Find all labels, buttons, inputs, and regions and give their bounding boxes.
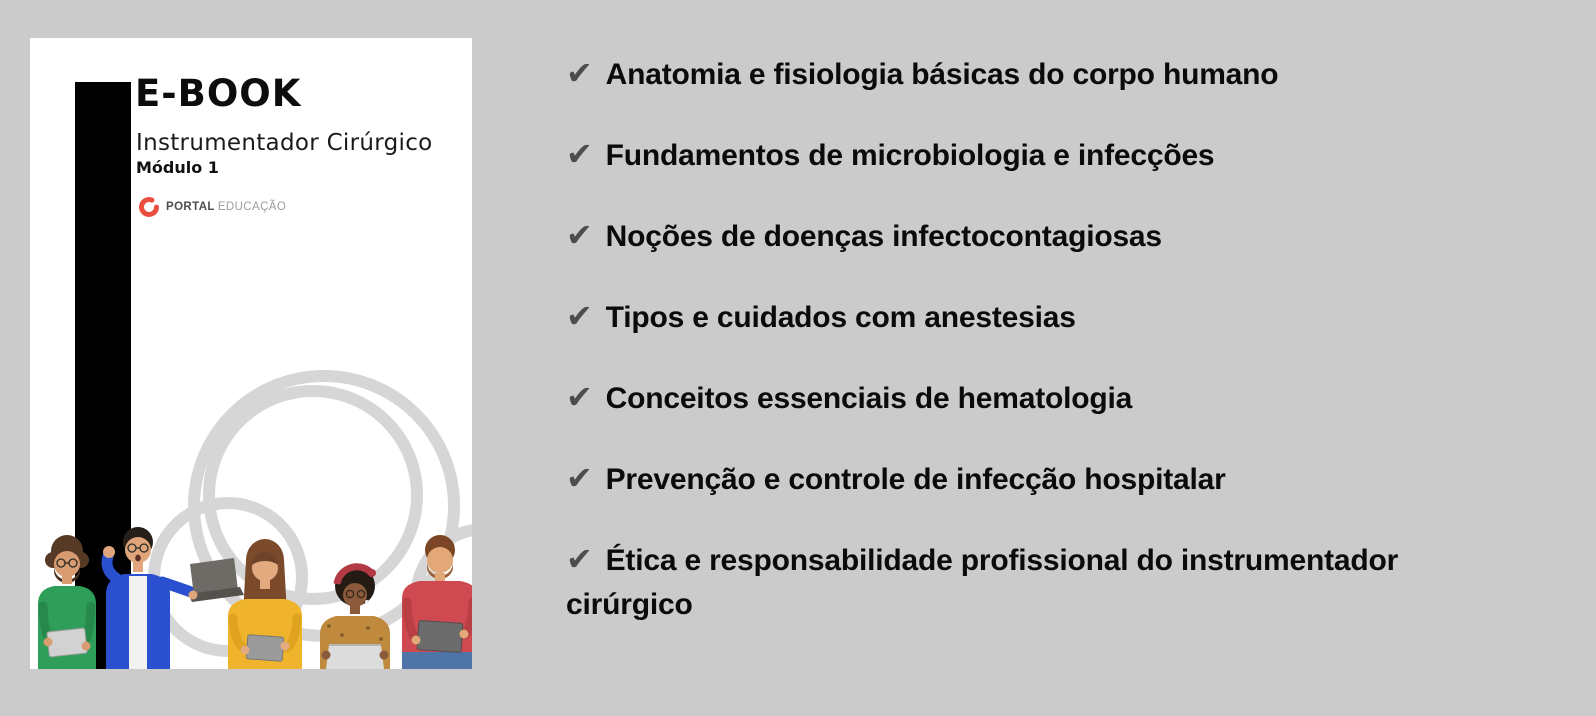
check-icon: ✔	[566, 540, 593, 578]
cover-subtitle: Instrumentador Cirúrgico	[136, 130, 433, 156]
topic-text: Ética e responsabilidade profissional do instrumentador cirúrgico	[566, 544, 1399, 621]
topic-text: Anatomia e fisiologia básicas do corpo humano	[605, 58, 1279, 91]
student-blue-jacket-cheering-holding-laptop	[103, 527, 244, 669]
ebook-cover	[30, 38, 472, 669]
topic-text: Conceitos essenciais de hematologia	[605, 382, 1133, 415]
topic-item	[566, 537, 1496, 627]
topic-item	[566, 375, 1496, 421]
brand-logo	[138, 196, 286, 218]
student-red-shirt-holding-tablet	[402, 535, 472, 669]
student-yellow-shirt-holding-tablet	[228, 539, 302, 669]
portal-educacao-e-swoosh-icon	[138, 196, 160, 218]
check-icon: ✔	[566, 216, 593, 254]
cover-title: E-BOOK	[135, 72, 302, 115]
topic-text: Fundamentos de microbiologia e infecções	[605, 139, 1215, 172]
cover-module-label: Módulo 1	[136, 158, 219, 177]
topic-text: Tipos e cuidados com anestesias	[605, 301, 1076, 334]
student-patterned-blouse-red-headband-with-laptop	[320, 566, 390, 669]
check-icon: ✔	[566, 459, 593, 497]
topic-item	[566, 132, 1496, 178]
students-illustration	[30, 494, 472, 669]
topic-item	[566, 456, 1496, 502]
check-icon: ✔	[566, 297, 593, 335]
topic-item	[566, 294, 1496, 340]
topic-item	[566, 213, 1496, 259]
check-icon: ✔	[566, 378, 593, 416]
student-green-sweater-holding-tablet	[38, 535, 96, 669]
brand-name: PORTAL	[166, 201, 215, 213]
topic-text: Prevenção e controle de infecção hospitalar	[605, 463, 1226, 496]
topics-list	[566, 51, 1496, 662]
check-icon: ✔	[566, 54, 593, 92]
topic-item	[566, 51, 1496, 97]
topic-text: Noções de doenças infectocontagiosas	[605, 220, 1162, 253]
brand-suffix: EDUCAÇÃO	[217, 201, 287, 213]
check-icon: ✔	[566, 135, 593, 173]
